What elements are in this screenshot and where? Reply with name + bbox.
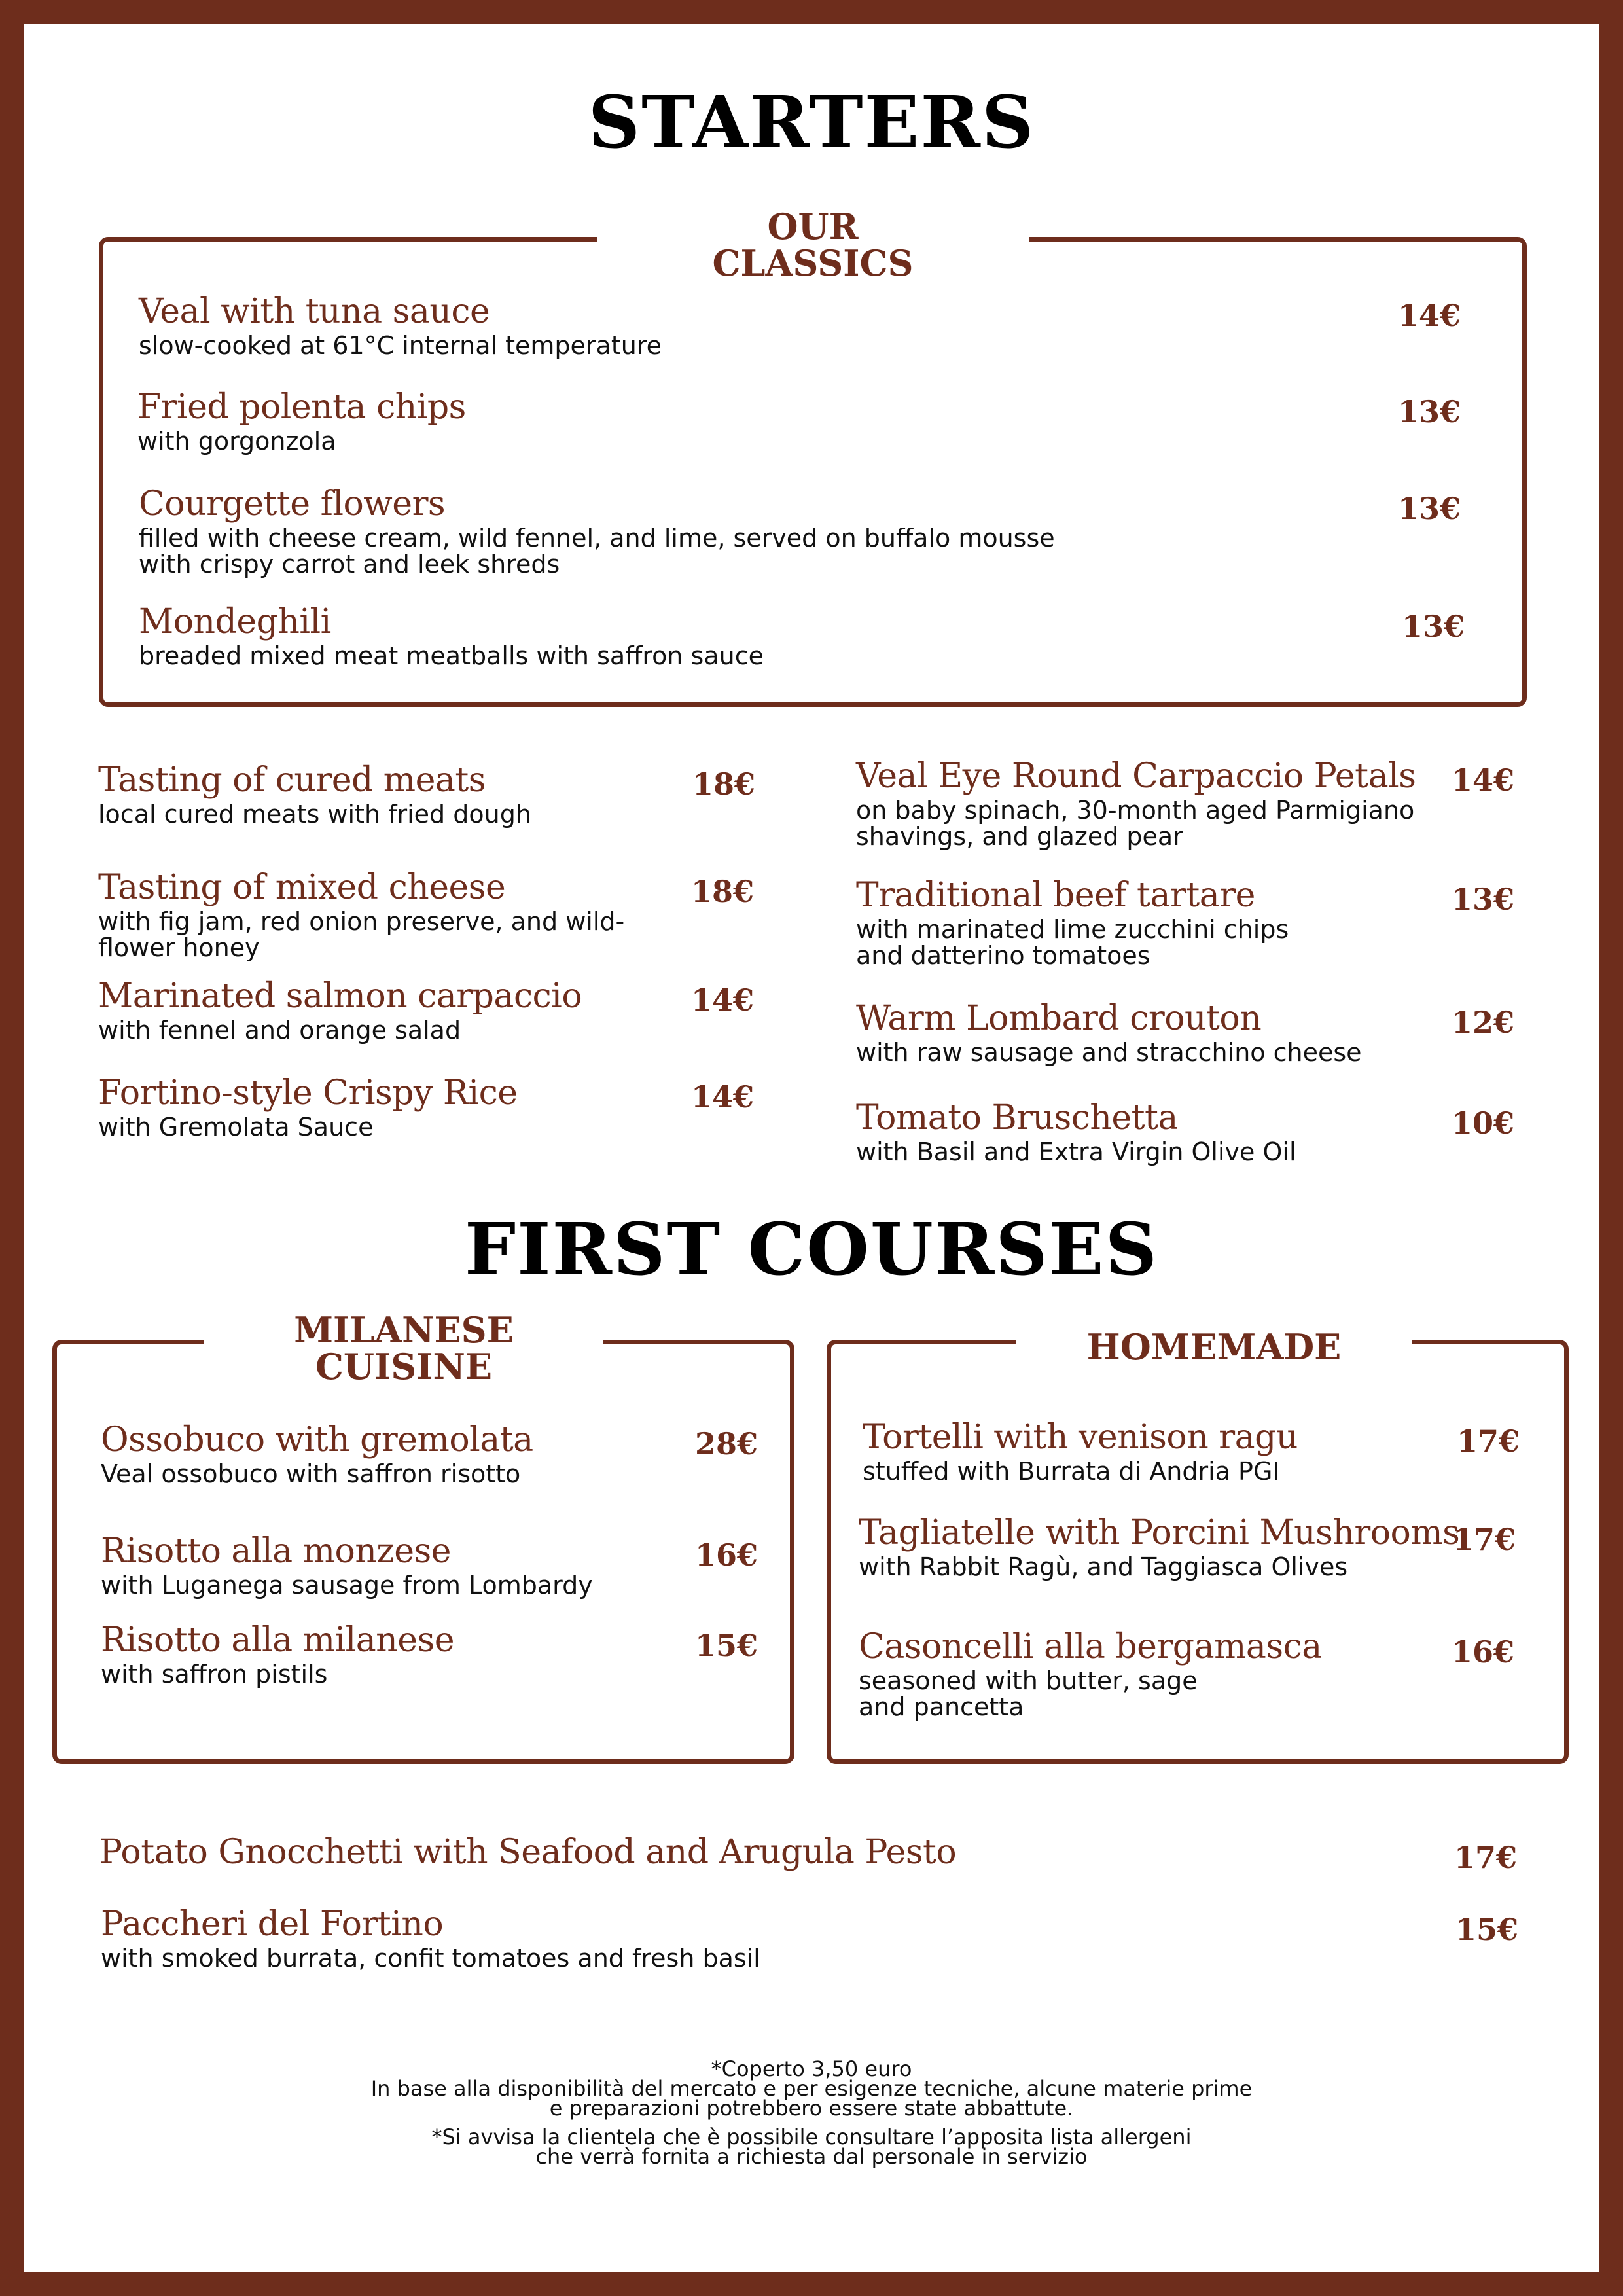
item-price: 13€ [1398,491,1461,526]
item-price: 16€ [1452,1634,1515,1670]
menu-item [99,1833,956,1872]
item-price: 28€ [695,1426,758,1462]
item-desc: with marinated lime zucchini chips and datterino tomatoes [856,915,1289,970]
item-desc: with Gremolata Sauce [98,1113,374,1141]
menu-item [98,977,582,1043]
item-price: 14€ [1452,762,1515,798]
item-desc: with gorgonzola [137,427,336,456]
item-desc: local cured meats with fried dough [98,800,531,829]
item-price: 14€ [691,1079,755,1115]
item-name: Veal with tuna sauce [139,292,490,331]
item-desc: with smoked burrata, confit tomatoes and fresh basil [101,1944,760,1973]
menu-page [24,24,1599,2272]
item-desc: stuffed with Burrata di Andria PGI [863,1457,1280,1486]
item-name: Tortelli with venison ragu [863,1418,1298,1457]
item-name: Marinated salmon carpaccio [98,977,582,1016]
item-name: Tasting of cured meats [98,761,486,800]
item-name: Casoncelli alla bergamasca [859,1627,1322,1666]
item-name: Fortino-style Crispy Rice [98,1073,518,1113]
item-name: Veal Eye Round Carpaccio Petals [856,757,1416,796]
item-name: Tasting of mixed cheese [98,868,506,907]
starters-heading: STARTERS [588,80,1035,164]
item-price: 17€ [1457,1424,1520,1459]
item-desc: with Luganega sausage from Lombardy [101,1571,593,1600]
first-courses-heading: FIRST COURSES [465,1207,1158,1291]
item-desc: with fig jam, red onion preserve, and wild- flower honey [98,907,625,962]
market-note: In base alla disponibilità del mercato e per esigenze tecniche, alcune materie prime e preparazioni potrebbero essere state abbattute. [370,2076,1253,2121]
allergen-note: *Si avvisa la clientela che è possibile consultare l’apposita lista allergeni che verrà fornita a richiesta dal personale in servizio [431,2125,1192,2169]
item-name: Ossobuco with gremolata [101,1420,533,1460]
item-price: 13€ [1398,394,1461,429]
item-desc: slow-cooked at 61°C internal temperature [139,331,662,360]
item-price: 15€ [1455,1912,1519,1947]
milanese-title: MILANESE CUISINE [204,1312,603,1385]
item-name: Paccheri del Fortino [101,1905,444,1944]
item-price: 17€ [1453,1522,1516,1557]
item-desc: with Rabbit Ragù, and Taggiasca Olives [859,1552,1348,1581]
item-desc: with saffron pistils [101,1660,328,1689]
item-desc: with Basil and Extra Virgin Olive Oil [856,1138,1296,1166]
menu-item [101,1621,454,1687]
item-name: Potato Gnocchetti with Seafood and Arugula Pesto [99,1833,957,1872]
menu-item [98,868,624,961]
menu-item [856,876,1289,969]
item-price: 18€ [692,766,756,802]
menu-item [856,757,1416,850]
menu-item [98,1073,518,1140]
menu-item [859,1627,1322,1720]
item-price: 13€ [1452,882,1515,917]
item-desc: Veal ossobuco with saffron risotto [101,1460,521,1488]
item-price: 10€ [1452,1105,1515,1141]
item-desc: seasoned with butter, sage and pancetta [859,1666,1198,1721]
item-name: Risotto alla monzese [101,1532,451,1571]
footer-notes [24,2056,1599,2169]
item-name: Courgette flowers [139,484,446,524]
menu-item [139,602,764,669]
item-name: Traditional beef tartare [856,876,1255,915]
item-name: Warm Lombard crouton [856,999,1262,1038]
item-price: 12€ [1452,1005,1515,1040]
item-desc: with fennel and orange salad [98,1016,461,1045]
item-price: 16€ [695,1537,758,1573]
item-price: 18€ [691,874,755,909]
menu-item [863,1418,1298,1484]
item-price: 13€ [1402,609,1465,644]
item-name: Tagliatelle with Porcini Mushrooms [859,1513,1460,1552]
item-price: 17€ [1454,1840,1518,1875]
item-desc: filled with cheese cream, wild fennel, and lime, served on buffalo mousse with crispy carrot and leek shreds [139,524,1055,579]
menu-item [856,1098,1296,1165]
menu-item [101,1905,760,1971]
menu-item [859,1513,1459,1580]
menu-item [98,761,531,827]
menu-item [856,999,1362,1066]
menu-item [139,292,662,359]
item-price: 15€ [695,1628,758,1663]
menu-item [139,484,1055,577]
item-name: Fried polenta chips [137,387,466,427]
item-name: Tomato Bruschetta [856,1098,1178,1138]
item-desc: with raw sausage and stracchino cheese [856,1038,1362,1067]
menu-item [137,387,466,454]
classics-title: OUR CLASSICS [597,208,1029,281]
cover-charge: *Coperto 3,50 euro [711,2056,912,2081]
item-price: 14€ [691,982,755,1018]
item-name: Risotto alla milanese [101,1621,454,1660]
item-desc: breaded mixed meat meatballs with saffron sauce [139,641,764,670]
item-price: 14€ [1398,298,1461,333]
menu-item [101,1532,593,1598]
homemade-title: HOMEMADE [1016,1329,1412,1365]
menu-item [101,1420,533,1487]
item-desc: on baby spinach, 30-month aged Parmigiano shavings, and glazed pear [856,796,1415,851]
item-name: Mondeghili [139,602,331,641]
